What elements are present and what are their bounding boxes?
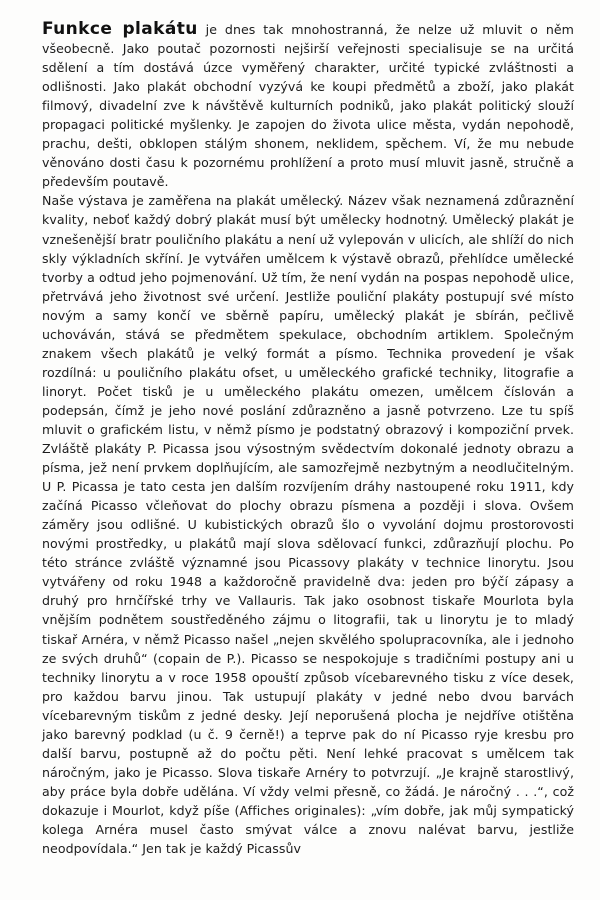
article-body — [42, 20, 574, 858]
intro-paragraph-text: je dnes tak mnohostranná, že nelze už mluvit o něm všeobecně. Jako poutač pozornosti nejširší veřejnosti specialisuje se na určitá sdělení a tím dostává úzce vyměřený charakter, určité typické zvláštnosti a odlišnosti. Jako plakát obchodní vyzývá ke koupi předmětů a zboží, jako plakát filmový, divadelní zve k návštěvě kulturních podniků, jako plakát politický slouží propagaci politické myšlenky. Je zapojen do života ulice města, vydán nepohodě, prachu, dešti, obklopen stálým shonem, neklidem, spěchem. Ví, že mu nebude věnováno dosti času k pozornému prohlížení a proto musí mluvit jasně, stručně a především poutavě. — [42, 22, 574, 190]
exhibition-paragraph: Naše výstava je zaměřena na plakát umělecký. Název však neznamená zdůraznění kvality, neboť každý dobrý plakát musí být umělecky hodnotný. Umělecký plakát je vznešenější bratr pouličního plakátu a není už vylepován v ulicích, ale shlíží do nich skly výkladních skříní. Je vytvářen umělcem k výstavě obrazů, přehlídce umělecké tvorby a odtud jeho pojmenování. Už tím, že není vydán na pospas nepohodě ulice, přetrvává jeho životnost své určení. Jestliže pouliční plakáty postupují své místo novým a samy končí ve sběrně papíru, umělecký plakát je sbírán, pečlivě uchováván, stává se předmětem spekulace, obchodním artiklem. Společným znakem všech plakátů je velký formát a písmo. Technika provedení je však rozdílná: u pouličního plakátu ofset, u uměleckého grafické techniky, litografie a linoryt. Počet tisků je u uměleckého plakátu omezen, umělcem číslován a podepsán, čímž je jeho nové poslání zdůrazněno a jasně potvrzeno. Lze tu spíš mluvit o grafickém listu, v němž písmo je podstatný obrazový i kompoziční prvek. Zvláště plakáty P. Picassa jsou výsostným svědectvím dokonalé jednoty obrazu a písma, jež není prvkem doplňujícím, ale samozřejmě nezbytným a neodlučitelným. U P. Picassa je tato cesta jen dalším rozvíjením dráhy nastoupené roku 1911, kdy začíná Picasso včleňovat do plochy obrazu písmena a později i slova. Ovšem záměry jsou odlišné. U kubistických obrazů šlo o vyvolání dojmu prostorovosti novými prostředky, u plakátů mají slova sdělovací funkci, zdůrazňují plochu. Po této stránce zvláště významné jsou Picassovy plakáty v technice linorytu. Jsou vytvářeny od roku 1948 a každoročně pravidelně dva: jeden pro býčí zápasy a druhý pro hrnčířské trhy ve Vallauris. Tak jako osobnost tiskaře Mourlota byla vnějším podnětem soustředěného zájmu o litografii, tak u linorytu je to mladý tiskař Arnéra, v němž Picasso našel „nejen skvělého spolupracovníka, ale i jednoho ze svých druhů“ (copain de P.). Picasso se nespokojuje s tradičními postupy ani u techniky linorytu a v roce 1958 opouští způsob vícebarevného tisku z více desek, pro každou barvu jinou. Tak ustupují plakáty v jedné nebo dvou barvách vícebarevným tiskům z jedné desky. Její neporušená plocha je nejdříve otištěna jako barevný podklad (u č. 9 černě!) a teprve pak do ní Picasso ryje kresbu pro další barvu, postupně až do počtu pěti. Není lehké pracovat s umělcem tak náročným, jako je Picasso. Slova tiskaře Arnéry to potvrzují. „Je krajně starostlivý, aby práce byla dobře udělána. Ví vždy velmi přesně, co žádá. Je náročný . . .“, což dokazuje i Mourlot, když píše (Affiches originales): „vím dobře, jak můj sympatický kolega Arnéra musel často smývat válce a znovu nalévat barvu, jestliže neodpovídala.“ Jen tak je každý Picassův — [42, 193, 574, 857]
intro-paragraph — [42, 20, 574, 191]
article-heading: Funkce plakátu — [42, 19, 198, 39]
